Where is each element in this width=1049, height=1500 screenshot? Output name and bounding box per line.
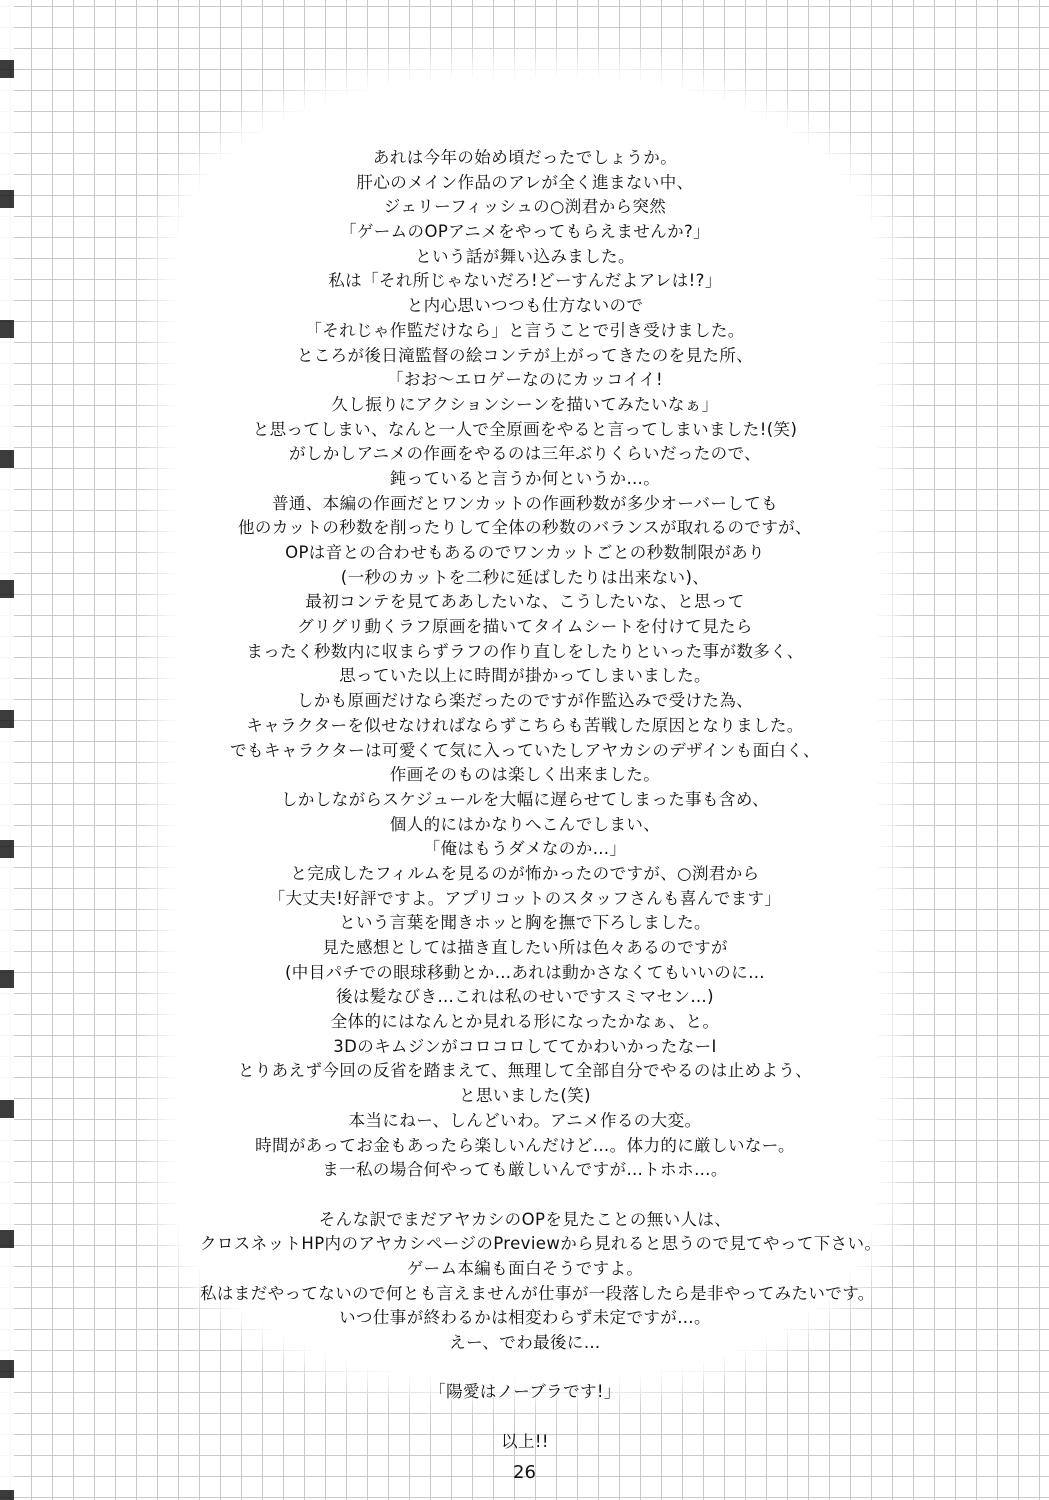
body-line: と完成したフィルムを見るのが怖かったのですが、○渕君から [290, 863, 760, 883]
body-line: (中目パチでの眼球移動とか…あれは動かさなくてもいいのに… [284, 962, 766, 982]
body-line: ゲーム本編も面白そうですよ。 [406, 1258, 644, 1278]
body-line: 思っていた以上に時間が掛かってしまいました。 [339, 666, 711, 686]
body-line: OPは音との合わせもあるのでワンカットごとの秒数制限があり [285, 543, 765, 562]
body-line: 「陽愛はノーブラです!」 [429, 1382, 621, 1402]
body-line: あれは今年の始め頃だったでしょうか。 [372, 148, 678, 167]
body-line: 他のカットの秒数を削ったりして全体の秒数のバランスが取れるのですが、 [238, 518, 812, 538]
body-line: クロスネットHP内のアヤカシページのPreviewから見れると思うので見てやって下さい。 [200, 1234, 882, 1254]
body-line: 普通、本編の作画だとワンカットの作画秒数が多少オーバーしても [271, 493, 778, 513]
body-line: 久し振りにアクションシーンを描いてみたいなぁ」 [331, 394, 719, 414]
body-line: 個人的にはかなりへこんでしまい、 [389, 814, 661, 834]
body-line: 「ゲームのOPアニメをやってもらえませんか?」 [339, 222, 711, 242]
afterword-text-block [200, 146, 882, 1454]
body-line: いつ仕事が終わるかは相変わらず未定ですが…。 [339, 1308, 711, 1328]
body-line: ジェリーフィッシュの○渕君から突然 [383, 197, 667, 217]
body-line: 見た感想としては描き直したい所は色々あるのですが [322, 938, 728, 957]
body-line: グリグリ動くラフ原画を描いてタイムシートを付けて見たら [297, 617, 753, 637]
body-line: と内心思いつつも仕方ないので [406, 296, 644, 316]
body-line: ところが後日滝監督の絵コンテが上がってきたのを見た所、 [296, 345, 754, 365]
body-line: 私はまだやってないので何とも言えませんが仕事が一段落したら是非やってみたいです。 [200, 1283, 875, 1303]
body-line: (一秒のカットを二秒に延ばしたりは出来ない)、 [340, 567, 710, 587]
blank-line [200, 1183, 850, 1208]
body-line: という言葉を聞きホッと胸を撫で下ろしました。 [339, 913, 711, 933]
body-line: ま一私の場合何やっても厳しいんですが…トホホ…。 [322, 1160, 728, 1180]
body-line: と思ってしまい、なんと一人で全原画をやると言ってしまいました!(笑) [252, 419, 798, 439]
body-line: 作画そのものは楽しく出来ました。 [389, 765, 661, 785]
body-line: 本当にねー、しんどいわ。アニメ作るの大変。 [348, 1110, 702, 1130]
page-number: 26 [513, 1462, 536, 1483]
body-line: 最初コンテを見てああしたいな、こうしたいな、と思って [305, 592, 745, 612]
body-line: でもキャラクターは可愛くて気に入っていたしアヤカシのデザインも面白く、 [230, 740, 820, 760]
body-line: 「俺はもうダメなのか…」 [423, 839, 627, 859]
body-line: 「おお〜エロゲーなのにカッコイイ! [387, 370, 663, 390]
body-line: 肝心のメイン作品のアレが全く進まない中、 [356, 172, 694, 192]
body-line: 全体的にはなんとか見れる形になったかなぁ、と。 [330, 1012, 720, 1032]
body-line: そんな訳でまだアヤカシのOPを見たことの無い人は、 [318, 1209, 732, 1229]
body-line: 「それじゃ作監だけなら」と言うことで引き受けました。 [305, 320, 745, 340]
body-line: 私は「それ所じゃないだろ!どーすんだよアレは!?」 [328, 271, 722, 291]
body-line: がしかしアニメの作画をやるのは三年ぶりくらいだったので、 [288, 444, 762, 464]
blank-line [200, 1356, 850, 1381]
body-line: 3DのキムジンがコロコロしててかわいかったなーI [333, 1036, 717, 1056]
body-line: とりあえず今回の反省を踏まえて、無理して全部自分でやるのは止めよう、 [237, 1061, 813, 1081]
left-edge-artwork-strip [0, 0, 14, 1500]
body-line: しかも原画だけなら楽だったのですが作監込みで受けた為、 [296, 691, 754, 711]
body-line: 時間があってお金もあったら楽しいんだけど…。体力的に厳しいなー。 [255, 1135, 795, 1155]
body-line: えー、でわ最後に… [449, 1333, 601, 1352]
body-line: と思いました(笑) [459, 1086, 591, 1106]
body-line: まったく秒数内に収まらずラフの作り直しをしたりといった事が数多く、 [246, 641, 804, 661]
body-line: 後は髪なびき…これは私のせいですスミマセン…) [336, 987, 714, 1007]
body-line: キャラクターを似せなければならずこちらも苦戦した原因となりました。 [246, 715, 804, 735]
body-line: 「大丈夫!好評ですよ。アプリコットのスタッフさんも喜んでます」 [268, 888, 782, 908]
body-line: しかしながらスケジュールを大幅に遅らせてしまった事も含め、 [281, 789, 769, 809]
body-line: 鈍っていると言うか何というか…。 [389, 468, 661, 488]
body-line: 以上!! [501, 1431, 549, 1451]
body-line: という話が舞い込みました。 [415, 246, 635, 266]
blank-line [200, 1405, 850, 1430]
